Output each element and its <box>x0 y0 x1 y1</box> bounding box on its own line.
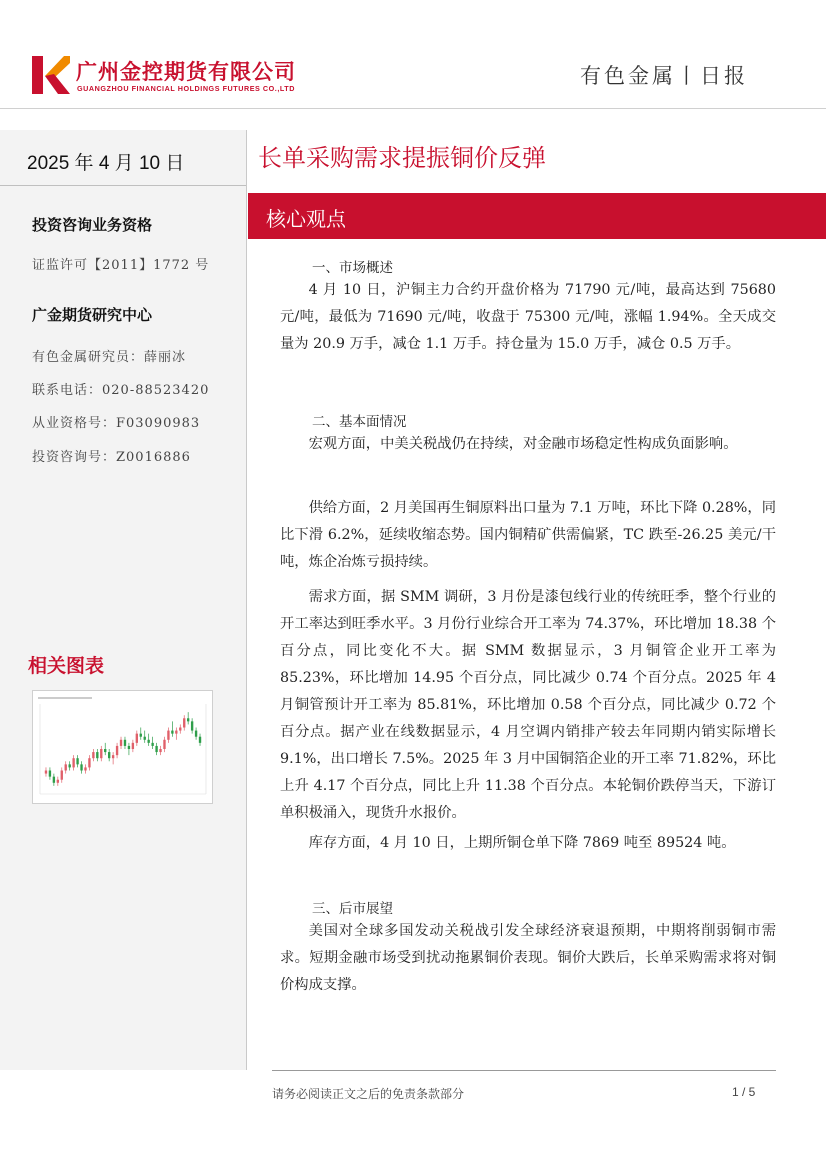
candle-body <box>116 746 118 755</box>
candle-body <box>104 749 106 752</box>
report-date: 2025 年 4 月 10 日 <box>27 153 185 174</box>
core-view-label: 核心观点 <box>266 207 346 231</box>
candle-body <box>163 740 165 749</box>
paragraph-market-overview: 4 月 10 日，沪铜主力合约开盘价格为 71790 元/吨，最高达到 75680 元/吨，最低为 71690 元/吨，收盘于 75300 元/吨，涨幅 1.94%。全天成交量为 20.9 万手，减仓 1.1 万手。持仓量为 15.0 万手，减仓 0.5 万手。 <box>280 282 776 352</box>
candle-body <box>132 743 134 749</box>
candle-body <box>171 731 173 734</box>
qualification-title: 投资咨询业务资格 <box>32 216 153 234</box>
section-title-market-overview: 一、市场概述 <box>312 260 393 276</box>
candle-body <box>191 721 193 730</box>
candle-body <box>53 777 55 783</box>
paragraph-outlook: 美国对全球多国发动关税战引发全球经济衰退预期，中期将削弱铜市需求。短期金融市场受到扰动拖累铜价表现。铜价大跌后，长单采购需求将对铜价构成支撑。 <box>280 923 776 993</box>
candle-body <box>128 746 130 749</box>
company-name-english: GUANGZHOU FINANCIAL HOLDINGS FUTURES CO.,LTD <box>77 84 295 93</box>
candle-body <box>68 764 70 767</box>
candle-body <box>96 752 98 758</box>
paragraph-inventory: 库存方面，4 月 10 日，上期所铜仓单下降 7869 吨至 89524 吨。 <box>308 835 736 851</box>
advisory-number: 投资咨询号：Z0016886 <box>32 450 191 465</box>
disclaimer-note: 请务必阅读正文之后的免责条款部分 <box>272 1087 465 1101</box>
report-type: 有色金属丨日报 <box>580 64 748 88</box>
candle-body <box>140 734 142 737</box>
candle-body <box>57 780 59 783</box>
candle-body <box>92 752 94 758</box>
candle-body <box>195 731 197 737</box>
candle-body <box>80 764 82 770</box>
paragraph-supply: 供给方面，2 月美国再生铜原料出口量为 7.1 万吨，环比下降 0.28%，同比下滑 6.2%，延续收缩态势。国内铜精矿供需偏紧，TC 跌至-26.25 美元/干吨，炼企冶炼亏损持续。 <box>280 500 776 570</box>
candle-body <box>61 771 63 780</box>
candle-body <box>88 758 90 767</box>
candle-body <box>183 718 185 727</box>
candle-body <box>49 771 51 777</box>
candle-body <box>187 718 189 721</box>
candle-body <box>175 731 177 734</box>
candle-body <box>65 764 67 770</box>
paragraph-demand: 需求方面，据 SMM 调研，3 月份是漆包线行业的传统旺季，整个行业的开工率达到旺季水平。3 月份行业综合开工率为 74.37%，环比增加 18.38 个百分点，同比变化不大。据 SMM 数据显示，3 月铜管企业开工率为 85.23%，环比增加 14.95 个百分点，同比减少 0.74 个百分点。2025 年 4 月铜管预计开工率为 85.81%，环比增加 0.58 个百分点，同比减少 0.72 个百分点。据产业在线数据显示，4 月空调内销排产较去年同期内销实际增长 9.1%，出口增长 7.5%。2025 年 3 月中国铜箔企业的开工率 71.82%，环比上升 4.17 个百分点，同比上升 11.38 个百分点。本轮铜价跌停当天，下游订单积极涌入，现货升水报价。 <box>280 589 776 821</box>
candle-body <box>45 771 47 774</box>
candle-body <box>179 728 181 731</box>
page-number: 1 / 5 <box>732 1085 756 1099</box>
candle-body <box>108 752 110 758</box>
license-number: 证监许可【2011】1772 号 <box>32 258 210 273</box>
candle-body <box>136 734 138 743</box>
core-view-banner <box>248 193 826 239</box>
section-title-outlook: 三、后市展望 <box>312 901 393 917</box>
date-cell <box>0 130 246 186</box>
candle-body <box>120 740 122 746</box>
candle-body <box>151 743 153 746</box>
practice-qualification-number: 从业资格号：F03090983 <box>32 416 201 431</box>
header-divider <box>0 108 826 109</box>
report-headline: 长单采购需求提振铜价反弹 <box>258 144 546 172</box>
company-logo-icon <box>30 54 70 96</box>
candle-body <box>84 767 86 770</box>
candle-body <box>199 737 201 743</box>
candle-body <box>147 740 149 743</box>
candle-body <box>72 758 74 767</box>
candle-body <box>155 746 157 752</box>
candle-body <box>144 737 146 740</box>
candle-body <box>167 731 169 740</box>
research-center-title: 广金期货研究中心 <box>32 306 153 324</box>
analyst-name: 有色金属研究员：薛丽冰 <box>32 350 187 365</box>
candle-body <box>76 758 78 764</box>
sidebar <box>0 130 247 1070</box>
contact-phone: 联系电话：020-88523420 <box>32 383 210 398</box>
candle-body <box>100 749 102 758</box>
candle-body <box>124 740 126 746</box>
paragraph-macro: 宏观方面，中美关税战仍在持续，对金融市场稳定性构成负面影响。 <box>308 436 738 452</box>
section-title-fundamentals: 二、基本面情况 <box>312 414 407 430</box>
company-name: 广州金控期货有限公司 <box>76 60 296 84</box>
candle-body <box>159 749 161 752</box>
footer-divider <box>272 1070 776 1071</box>
related-charts-heading: 相关图表 <box>28 655 105 677</box>
copper-price-chart <box>32 690 213 804</box>
candle-body <box>112 755 114 758</box>
